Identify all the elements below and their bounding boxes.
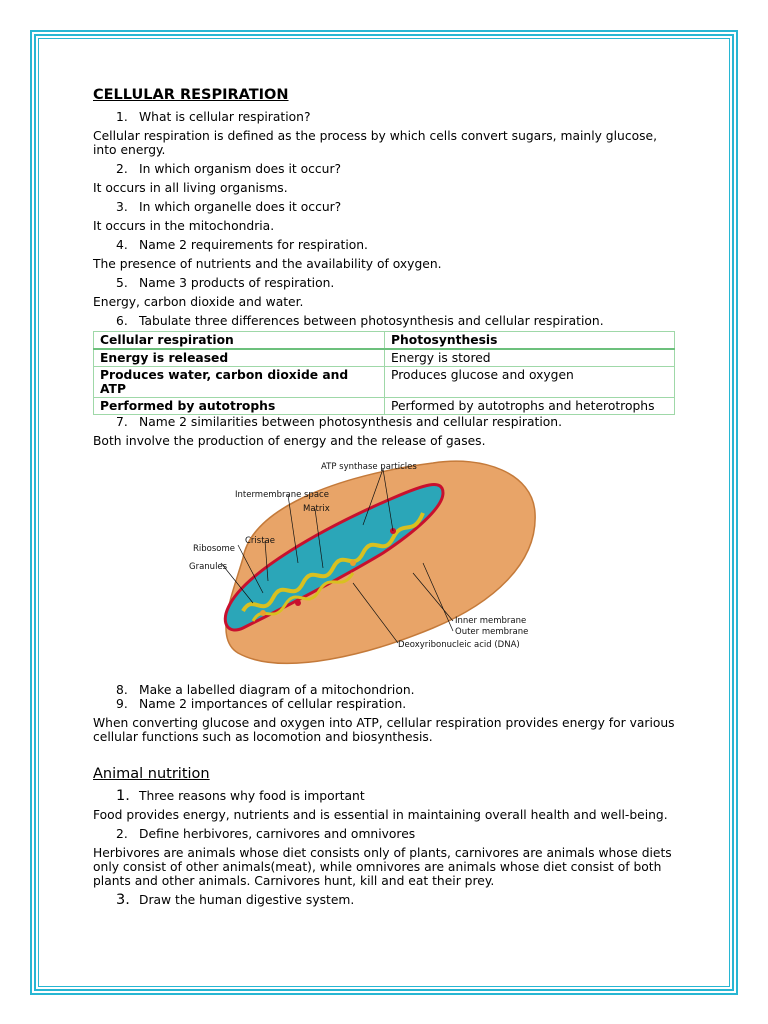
table-header-cell: Photosynthesis xyxy=(385,332,675,350)
mitochondrion-diagram xyxy=(93,453,683,675)
granule-dot xyxy=(350,560,356,566)
question-2: 2. In which organism does it occur? xyxy=(116,162,342,176)
answer-4: The presence of nutrients and the availability of oxygen. xyxy=(93,257,442,271)
label-outer-membrane: Outer membrane xyxy=(455,627,529,637)
table-cell: Performed by autotrophs and heterotrophs xyxy=(385,398,675,415)
granule-dot xyxy=(295,600,301,606)
question-8: 8. Make a labelled diagram of a mitochondrion. xyxy=(116,683,415,697)
table-header-cell: Cellular respiration xyxy=(94,332,385,350)
nutrition-question-3: 3. Draw the human digestive system. xyxy=(116,892,355,908)
table-cell: Energy is released xyxy=(94,349,385,367)
table-cell: Energy is stored xyxy=(385,349,675,367)
table-cell: Performed by autotrophs xyxy=(94,398,385,415)
table-header-row xyxy=(94,332,675,350)
answer-2: It occurs in all living organisms. xyxy=(93,181,288,195)
table-cell: Produces water, carbon dioxide and ATP xyxy=(94,367,385,398)
label-matrix: Matrix xyxy=(303,504,330,514)
label-intermembrane-space: Intermembrane space xyxy=(235,490,329,500)
answer-7: Both involve the production of energy and the release of gases. xyxy=(93,434,486,448)
question-4: 4. Name 2 requirements for respiration. xyxy=(116,238,368,252)
question-1: 1. What is cellular respiration? xyxy=(116,110,311,124)
question-5: 5. Name 3 products of respiration. xyxy=(116,276,335,290)
question-6: 6. Tabulate three differences between photosynthesis and cellular respiration. xyxy=(116,314,604,328)
label-ribosome: Ribosome xyxy=(193,544,236,554)
table-row xyxy=(94,398,675,415)
section-heading: Animal nutrition xyxy=(93,766,210,782)
answer-9: When converting glucose and oxygen into ATP, cellular respiration provides energy for various cellular functions such as locomotion and biosynthesis. xyxy=(93,716,675,744)
granule-dot xyxy=(260,610,266,616)
question-3: 3. In which organelle does it occur? xyxy=(116,200,342,214)
label-atp-synthase: ATP synthase particles xyxy=(321,462,417,472)
table-row xyxy=(94,367,675,398)
question-9: 9. Name 2 importances of cellular respiration. xyxy=(116,697,407,711)
question-7: 7. Name 2 similarities between photosynthesis and cellular respiration. xyxy=(116,415,562,429)
nutrition-answer-1: Food provides energy, nutrients and is essential in maintaining overall health and well-being. xyxy=(93,808,668,822)
differences-table xyxy=(93,331,675,415)
table-cell: Produces glucose and oxygen xyxy=(385,367,675,398)
label-granules: Granules xyxy=(189,562,228,572)
page-title: CELLULAR RESPIRATION xyxy=(93,87,289,103)
nutrition-question-2: 2. Define herbivores, carnivores and omnivores xyxy=(116,827,416,841)
document-body xyxy=(93,87,683,912)
answer-5: Energy, carbon dioxide and water. xyxy=(93,295,304,309)
label-dna: Deoxyribonucleic acid (DNA) xyxy=(398,640,520,650)
label-cristae: Cristae xyxy=(245,536,275,546)
answer-1: Cellular respiration is defined as the process by which cells convert sugars, mainly glucose, into energy. xyxy=(93,129,657,157)
nutrition-question-1: 1. Three reasons why food is important xyxy=(116,788,365,804)
mitochondrion-illustration xyxy=(93,453,683,675)
label-inner-membrane: Inner membrane xyxy=(455,616,527,626)
answer-3: It occurs in the mitochondria. xyxy=(93,219,275,233)
table-row xyxy=(94,349,675,367)
nutrition-answer-2: Herbivores are animals whose diet consists only of plants, carnivores are animals whose diets only consist of other animals(meat), while omnivores are animals whose diet consist of both plants and other animals. Carnivores hunt, kill and eat their prey. xyxy=(93,846,672,888)
